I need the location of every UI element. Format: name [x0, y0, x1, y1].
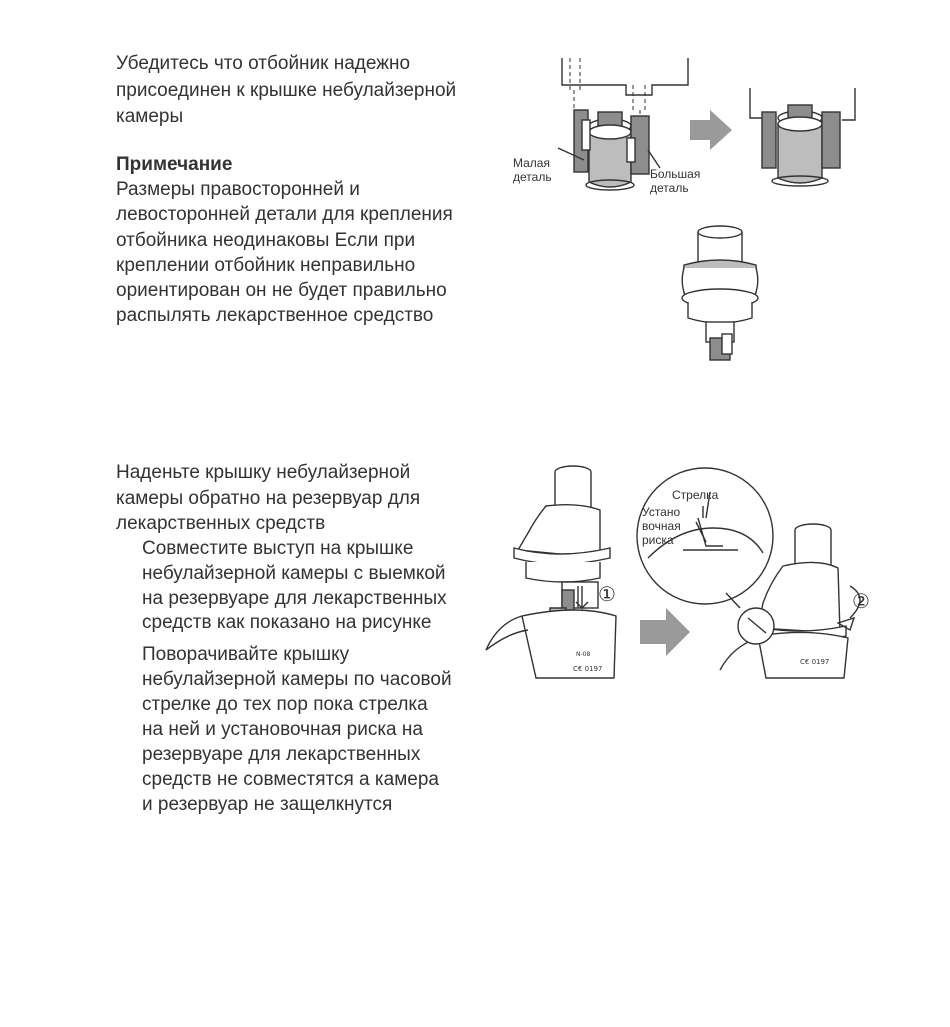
step1-line-2: присоединен к крышке небулайзерной — [116, 80, 457, 101]
step2-sub2-line-5: резервуаре для лекарственных — [142, 744, 421, 765]
reservoir-ce-mark-2: C€ 0197 — [800, 658, 830, 666]
step2-sub2-line-2: небулайзерной камеры по часовой — [142, 669, 452, 690]
note-line-5: ориентирован он не будет правильно — [116, 280, 447, 301]
note-heading: Примечание — [116, 154, 233, 175]
step1-line-3: камеры — [116, 106, 184, 127]
step2-sub2-line-7: и резервуар не защелкнутся — [142, 794, 393, 815]
step2-sub2-line-3: стрелке до тех пор пока стрелка — [142, 694, 428, 715]
step2-line-2: камеры обратно на резервуар для — [116, 488, 421, 509]
step2-sub2-line-6: средств не совместятся а камера — [142, 769, 439, 790]
note-line-3: отбойника неодинаковы Если при — [116, 230, 416, 251]
note-line-6: распылять лекарственное средство — [116, 305, 434, 326]
step2-sub2-line-1: Поворачивайте крышку — [142, 644, 350, 665]
small-part-label-1: Малая — [513, 156, 550, 170]
step-one-marker: ① — [598, 584, 616, 606]
reservoir-model-mark: N-08 — [576, 651, 591, 658]
step1-line-1: Убедитесь что отбойник надежно — [116, 53, 411, 74]
step2-line-3: лекарственных средств — [116, 513, 326, 534]
large-part-label-2: деталь — [650, 181, 689, 195]
arrow-label: Стрелка — [672, 488, 719, 502]
step2-sub1-line-3: на резервуаре для лекарственных — [142, 588, 447, 609]
baffle-attach-figure — [500, 50, 880, 370]
mark-label-2: вочная — [642, 519, 681, 533]
mark-label-3: риска — [642, 533, 674, 547]
note-line-1: Размеры правосторонней и — [116, 179, 360, 200]
large-part-label-1: Большая — [650, 167, 701, 181]
reservoir-ce-mark: C€ 0197 — [573, 665, 603, 673]
step2-line-1: Наденьте крышку небулайзерной — [116, 462, 411, 483]
step-two-marker: ② — [852, 591, 870, 613]
step2-sub1-line-2: небулайзерной камеры с выемкой — [142, 563, 446, 584]
small-part-label-2: деталь — [513, 170, 552, 184]
note-line-2: левосторонней детали для крепления — [116, 204, 453, 225]
step2-sub1-line-1: Совместите выступ на крышке — [142, 538, 414, 559]
note-line-4: креплении отбойник неправильно — [116, 255, 416, 276]
step2-sub2-line-4: на ней и установочная риска на — [142, 719, 423, 740]
step2-sub1-line-4: средств как показано на рисунке — [142, 612, 432, 633]
mark-label-1: Устано — [642, 505, 681, 519]
